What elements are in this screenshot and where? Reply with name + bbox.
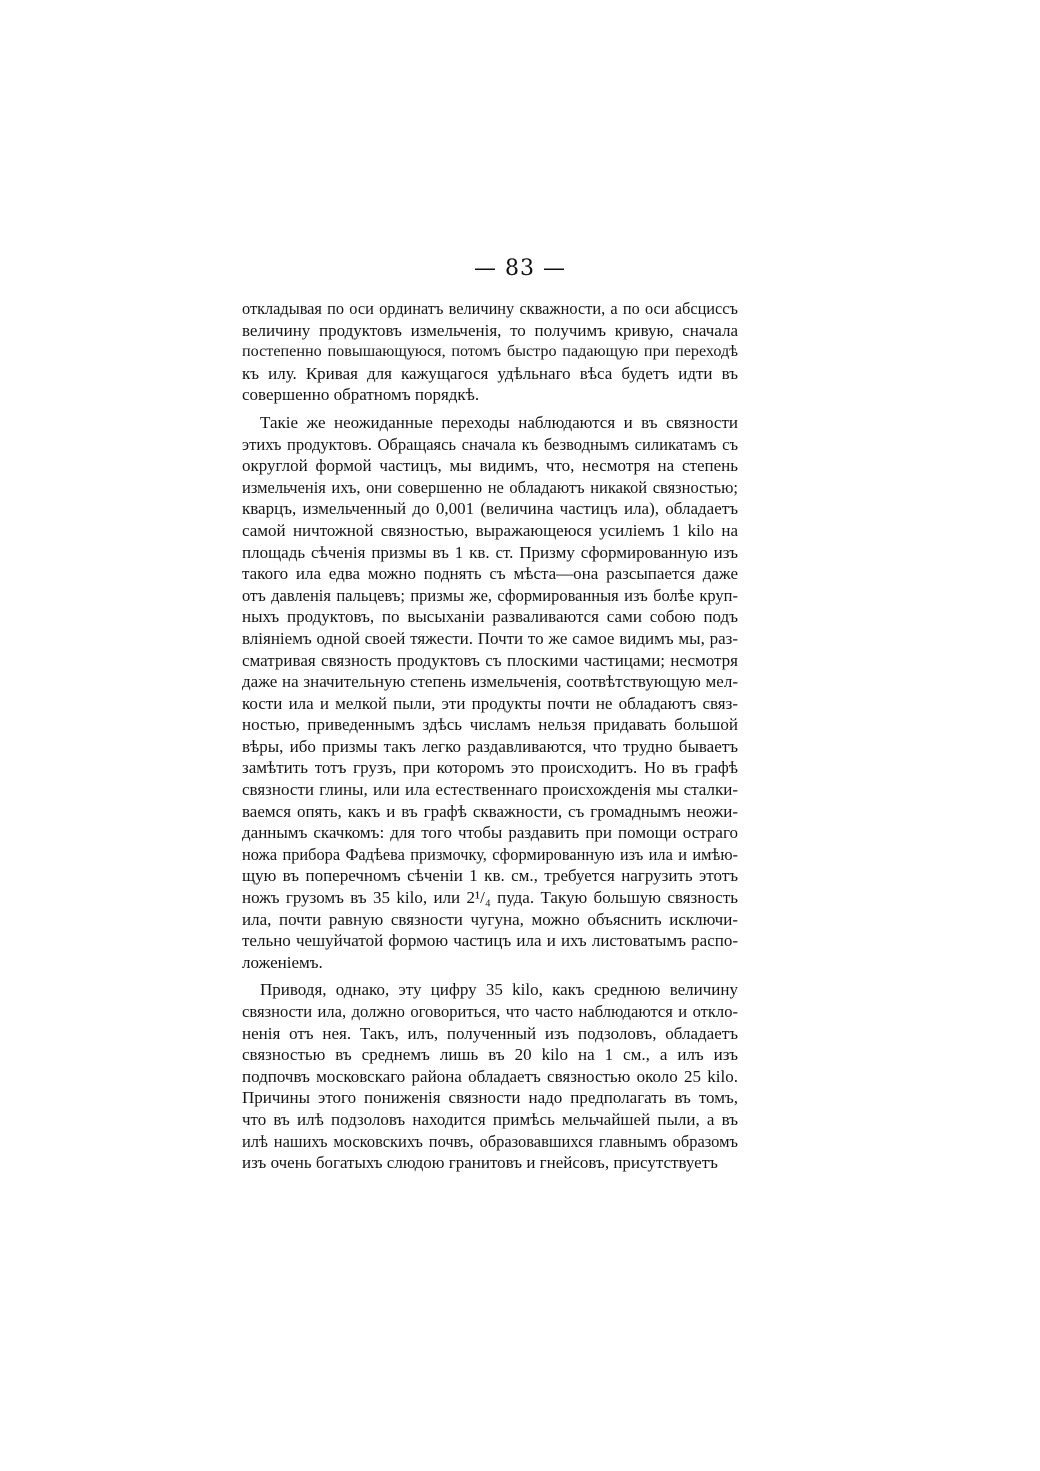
text-line: ножъ грузомъ въ 35 kilo, или 2¹/₄ пуда. Такую большую связность [242,888,738,908]
text-line: постепенно повышающуюся, потомъ быстро падающую при переходѣ [242,343,738,361]
text-line: Причины этого пониженія связности надо предполагать въ томъ, [242,1088,738,1108]
text-line: ваемся опять, какъ и въ графѣ скважности, съ громаднымъ неожи- [242,801,738,821]
text-line: ложеніемъ. [242,952,323,972]
text-line: связности глины, или ила естественнаго происхожденія мы сталки- [242,780,738,800]
text-line: вліяніемъ одной своей тяжести. Почти то же самое видимъ мы, раз- [242,628,738,648]
text-line: сматривая связность продуктовъ съ плоскими частицами; несмотря [242,650,738,670]
text-line: даже на значительную степень измельченія, соотвѣтствующую мел- [242,672,738,692]
paragraph [242,412,738,973]
text-line: щую въ поперечномъ сѣченіи 1 кв. см., требуется нагрузить этотъ [242,866,738,886]
text-line: подпочвъ московскаго района обладаетъ связностью около 25 kilo. [242,1066,738,1086]
text-line: ненія отъ нея. Такъ, илъ, полученный изъ подзоловъ, обладаетъ [242,1023,738,1043]
text-line: ила, почти равную связности чугуна, можно объяснить исключи- [242,909,738,929]
text-line: къ илу. Кривая для кажущагося удѣльнаго вѣса будетъ идти въ [242,363,738,383]
text-line: кварцъ, измельченный до 0,001 (величина частицъ ила), обладаетъ [242,499,738,519]
text-line: такого ила едва можно поднять съ мѣста—она разсыпается даже [242,564,738,584]
text-line: площадь сѣченія призмы въ 1 кв. ст. Призму сформированную изъ [242,542,738,562]
text-line: ныхъ продуктовъ, по высыханіи разваливаются сами собою подъ [242,607,738,627]
text-line: связностью въ среднемъ лишь въ 20 kilo на 1 см., а илъ изъ [242,1045,738,1065]
text-line: илѣ нашихъ московскихъ почвъ, образовавшихся главнымъ образомъ [242,1131,738,1151]
text-line: величину продуктовъ измельченія, то получимъ кривую, сначала [242,320,738,340]
text-line: откладывая по оси ординатъ величину скважности, а по оси абсциссъ [242,299,738,318]
text-line: связности ила, должно оговориться, что часто наблюдаются и откло- [242,1002,738,1021]
text-line: замѣтить тотъ грузъ, при которомъ это происходитъ. Но въ графѣ [242,758,738,778]
text-line: Такіе же неожиданные переходы наблюдаются и въ связности [260,412,738,432]
text-line: этихъ продуктовъ. Обращаясь сначала къ безводнымъ силикатамъ съ [242,434,738,454]
text-line: ностью, приведеннымъ здѣсь числамъ нельзя придавать большой [242,715,738,735]
page-number: — 83 — [474,256,566,281]
text-line: измельченія ихъ, они совершенно не обладаютъ никакой связностью; [242,477,738,497]
text-line: округлой формой частицъ, мы видимъ, что, несмотря на степень [242,456,738,476]
text-line: ножа прибора Фадѣева призмочку, сформированную изъ ила и имѣю- [242,844,738,864]
text-line: даннымъ скачкомъ: для того чтобы раздавить при помощи остраго [242,823,738,843]
body-text [242,298,738,1174]
text-line: кости ила и мелкой пыли, эти продукты почти не обладаютъ связ- [242,693,738,713]
paragraph [242,298,738,406]
text-line: Приводя, однако, эту цифру 35 kilo, какъ среднюю величину [260,980,738,1000]
text-line: самой ничтожной связностью, выражающеюся усиліемъ 1 kilo на [242,520,738,540]
paragraph [242,979,738,1173]
text-line: тельно чешуйчатой формою частицъ ила и ихъ листоватымъ распо- [242,931,738,951]
text-line: изъ очень богатыхъ слюдою гранитовъ и гнейсовъ, присутствуетъ [242,1153,718,1173]
text-line: совершенно обратномъ порядкѣ. [242,385,480,405]
text-line: что въ илѣ подзоловъ находится примѣсь мельчайшей пыли, а въ [242,1109,738,1129]
text-line: отъ давленія пальцевъ; призмы же, сформированныя изъ болѣе круп- [242,585,738,605]
text-line: вѣры, ибо призмы такъ легко раздавливаются, что трудно бываетъ [242,736,738,756]
